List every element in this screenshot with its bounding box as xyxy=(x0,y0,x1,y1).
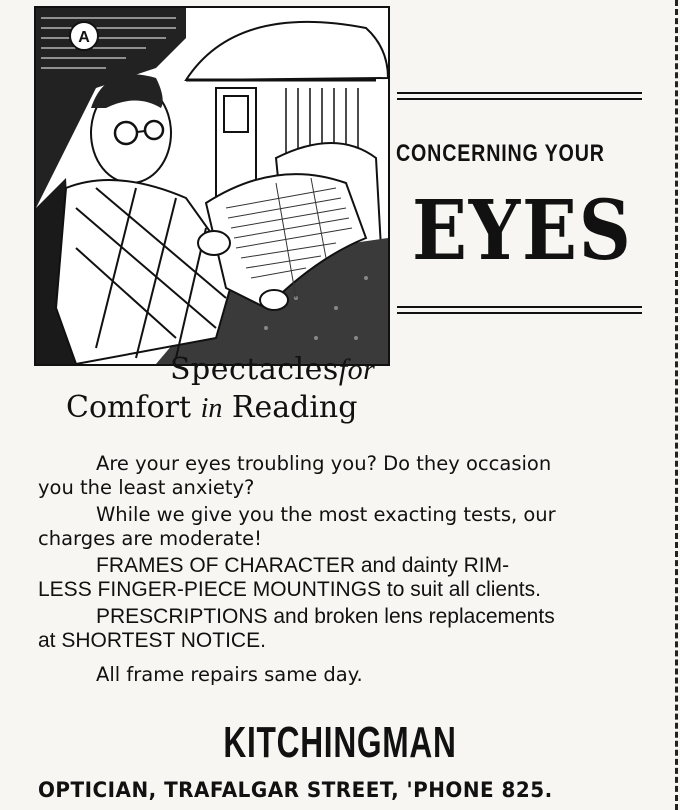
p4-line1: PRESCRIPTIONS and broken lens replacements xyxy=(96,605,555,628)
reading-man-illustration xyxy=(34,6,390,366)
p3-line1: FRAMES OF CHARACTER and dainty RIM- xyxy=(96,554,510,577)
advert-body xyxy=(38,452,648,690)
caption-comfort: Comfort xyxy=(66,390,192,425)
page-edge-left xyxy=(0,0,14,810)
caption-for: for xyxy=(338,353,376,386)
badge-letter: A xyxy=(78,29,90,46)
paragraph-exacting-tests xyxy=(38,503,648,551)
p1-line1: Are your eyes troubling you? Do they occasion xyxy=(96,452,552,475)
headline-eyes: EYES xyxy=(412,183,633,279)
caption-spectacles-for xyxy=(170,352,375,387)
p2-line1: While we give you the most exacting tests, our xyxy=(96,503,556,526)
caption-comfort-in-reading xyxy=(66,390,357,425)
p2-line2: charges are moderate! xyxy=(38,527,262,550)
paragraph-frames xyxy=(38,554,648,602)
headline-concerning: CONCERNING YOUR xyxy=(396,140,605,167)
caption-in: in xyxy=(200,393,223,424)
paragraph-eyes-troubling xyxy=(38,452,648,500)
p4-line2: at SHORTEST NOTICE. xyxy=(38,629,266,652)
p5-text: All frame repairs same day. xyxy=(96,663,363,686)
caption-reading: Reading xyxy=(231,390,358,425)
advertiser-footer: OPTICIAN, TRAFALGAR STREET, 'PHONE 825. xyxy=(38,778,553,802)
paragraph-repairs xyxy=(38,663,648,687)
caption-spectacles: Spectacles xyxy=(170,352,339,387)
advertiser-name: KITCHINGMAN xyxy=(223,718,457,767)
p3-line2: LESS FINGER-PIECE MOUNTINGS to suit all clients. xyxy=(38,578,541,601)
headline-rule-bottom xyxy=(397,306,642,314)
p1-line2: you the least anxiety? xyxy=(38,476,255,499)
paragraph-prescriptions xyxy=(38,605,648,653)
page-edge-right xyxy=(669,0,678,810)
headline-rule-top xyxy=(397,92,642,100)
